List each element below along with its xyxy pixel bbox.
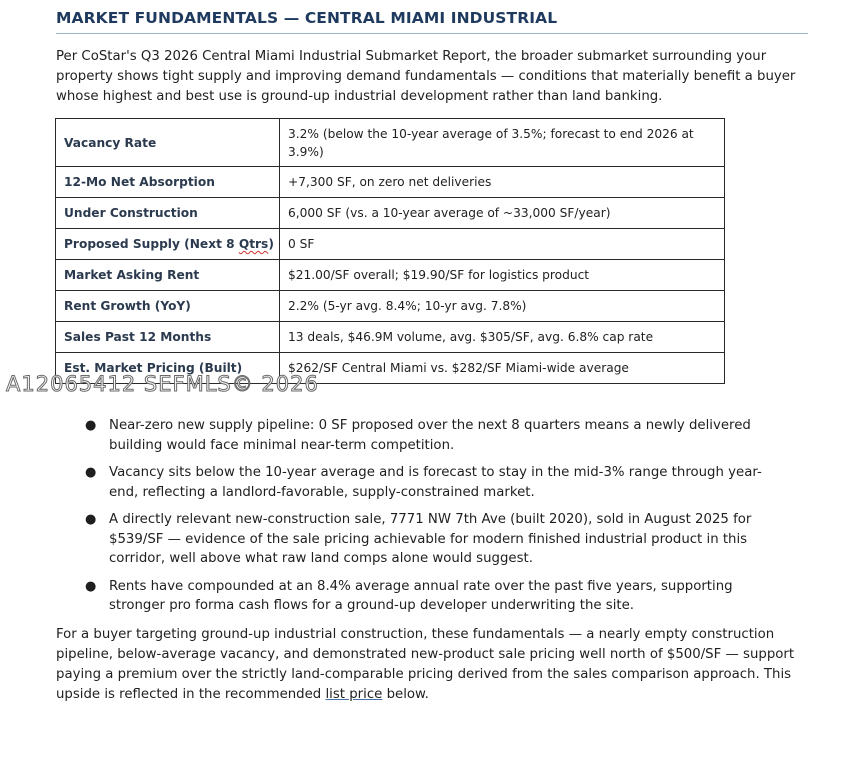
market-metrics-table (55, 118, 725, 384)
bullet-marker: ● (85, 512, 97, 527)
table-row (56, 322, 725, 353)
page-title: MARKET FUNDAMENTALS — CENTRAL MIAMI INDUSTRIAL (56, 9, 558, 27)
metric-label (56, 229, 280, 260)
metric-value: 6,000 SF (vs. a 10-year average of ~33,000 SF/year) (280, 198, 725, 229)
metric-value: 2.2% (5-yr avg. 8.4%; 10-yr avg. 7.8%) (280, 291, 725, 322)
metric-label: Under Construction (56, 198, 280, 229)
list-item-text: A directly relevant new-construction sale, 7771 NW 7th Ave (built 2020), sold in August 2025 for $539/SF — evidence of the sale pricing achievable for modern finished industrial product in this corridor, well above what raw land comps alone would suggest. (109, 512, 752, 566)
metric-label-suffix: ) (268, 237, 274, 251)
list-item (85, 510, 789, 569)
list-item-text: Rents have compounded at an 8.4% average annual rate over the past five years, supporting stronger pro forma cash flows for a ground-up developer underwriting the site. (109, 578, 733, 613)
bullet-marker: ● (85, 578, 97, 594)
key-points-list (85, 416, 789, 624)
metric-label: Sales Past 12 Months (56, 322, 280, 353)
list-item (85, 416, 789, 455)
metric-label: Vacancy Rate (56, 119, 280, 167)
metric-value: +7,300 SF, on zero net deliveries (280, 167, 725, 198)
metric-label: 12-Mo Net Absorption (56, 167, 280, 198)
mls-watermark: A12065412 SEFMLS© 2026 (6, 372, 319, 396)
metric-label: Market Asking Rent (56, 260, 280, 291)
list-price-reference: list price (325, 687, 383, 702)
metric-label-prefix: Proposed Supply (Next 8 (64, 237, 239, 251)
metric-label: Est. Market Pricing (Built) (56, 353, 280, 384)
metric-value: 0 SF (280, 229, 725, 260)
intro-paragraph: Per CoStar's Q3 2026 Central Miami Industrial Submarket Report, the broader submarket surrounding your property shows tight supply and improving demand fundamentals — conditions that materially benefit a buyer whose highest and best use is ground-up industrial development rather than land banking. (56, 49, 796, 104)
table-row (56, 291, 725, 322)
closing-paragraph (56, 625, 808, 705)
title-divider (56, 33, 808, 34)
bullet-marker: ● (85, 418, 97, 433)
metric-label: Rent Growth (YoY) (56, 291, 280, 322)
closing-text-end: below. (382, 687, 429, 702)
metric-value: $262/SF Central Miami vs. $282/SF Miami-wide average (280, 353, 725, 384)
spellcheck-flagged-word: Qtrs (238, 237, 269, 251)
metric-value: 3.2% (below the 10-year average of 3.5%; forecast to end 2026 at 3.9%) (280, 119, 725, 167)
list-item-text: Near-zero new supply pipeline: 0 SF proposed over the next 8 quarters means a newly delivered building would face minimal near-term competition. (109, 418, 751, 453)
closing-text: For a buyer targeting ground-up industrial construction, these fundamentals — a nearly empty construction pipeline, below-average vacancy, and demonstrated new-product sale pricing well north of $500/SF — support paying a premium over the strictly land-comparable pricing derived from the sales comparison approach. This upside is reflected in the recommended (56, 627, 795, 702)
bullet-marker: ● (85, 465, 97, 480)
table-row (56, 198, 725, 229)
table-row (56, 229, 725, 260)
list-item (85, 463, 789, 502)
table-row (56, 260, 725, 291)
metric-value: $21.00/SF overall; $19.90/SF for logistics product (280, 260, 725, 291)
metric-value: 13 deals, $46.9M volume, avg. $305/SF, avg. 6.8% cap rate (280, 322, 725, 353)
list-item-text: Vacancy sits below the 10-year average and is forecast to stay in the mid-3% range through year-end, reflecting a landlord-favorable, supply-constrained market. (109, 465, 762, 500)
list-item (85, 577, 789, 616)
table-row (56, 119, 725, 167)
table-row (56, 167, 725, 198)
